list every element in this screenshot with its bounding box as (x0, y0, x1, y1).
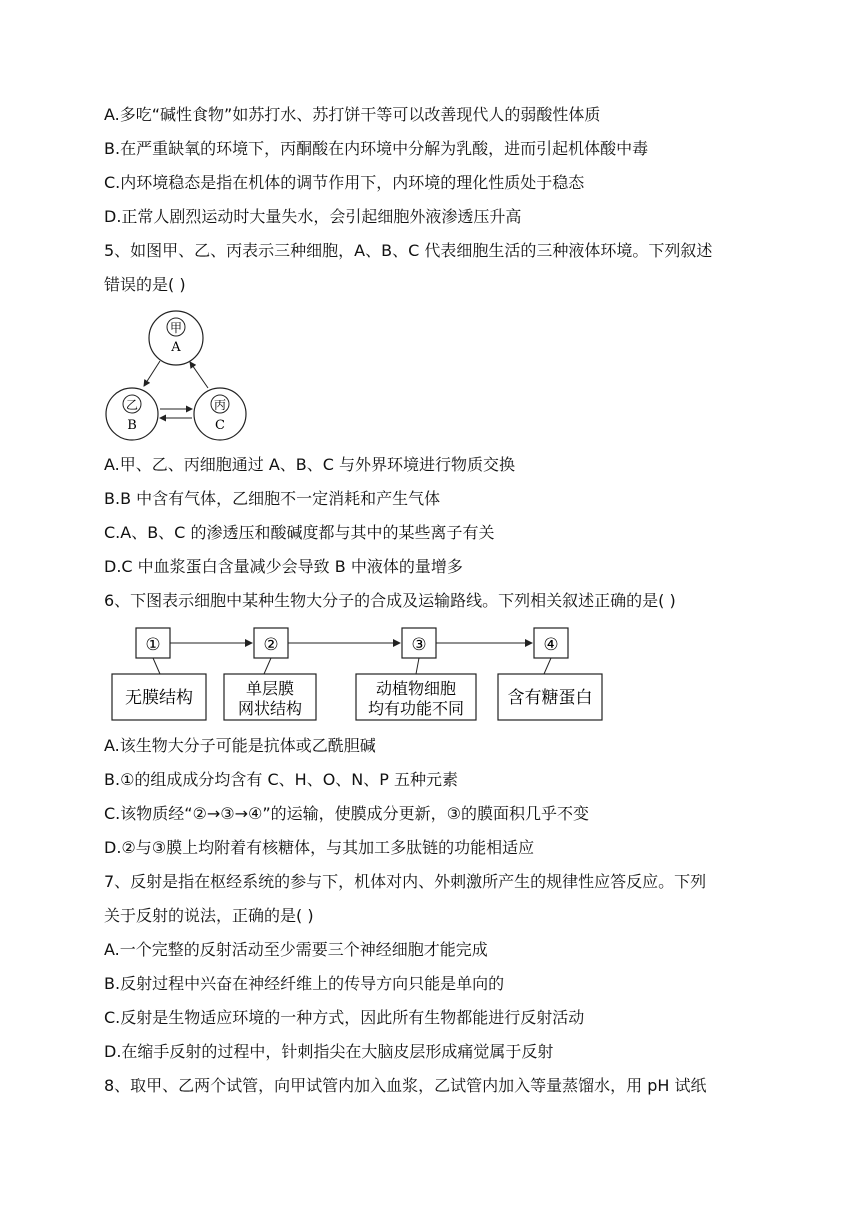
desc-1-line1: 无膜结构 (125, 688, 193, 708)
desc-2 (224, 674, 316, 720)
q4-option-c: C.内环境稳态是指在机体的调节作用下，内环境的理化性质处于稳态 (104, 173, 585, 192)
q7-option-b: B.反射过程中兴奋在神经纤维上的传导方向只能是单向的 (104, 974, 505, 993)
q5-stem-line1: 5、如图甲、乙、丙表示三种细胞，A、B、C 代表细胞生活的三种液体环境。下列叙述 (104, 241, 713, 260)
arrow-c-to-a (190, 362, 208, 388)
desc-4 (498, 674, 602, 720)
node-4-label: ④ (543, 635, 559, 655)
desc-2-line2: 网状结构 (237, 699, 303, 718)
q5-option-a: A.甲、乙、丙细胞通过 A、B、C 与外界环境进行物质交换 (104, 455, 516, 474)
node-1 (136, 628, 170, 658)
node-3-label: ③ (411, 635, 427, 655)
q5-option-c: C.A、B、C 的渗透压和酸碱度都与其中的某些离子有关 (104, 523, 495, 542)
cell-a-label: A (171, 340, 181, 355)
node-2 (254, 628, 288, 658)
q7-stem-line1: 7、反射是指在枢经系统的参与下，机体对内、外刺激所产生的规律性应答反应。下列 (104, 872, 707, 891)
q6-flow-diagram (104, 624, 614, 724)
connector-2 (264, 658, 271, 674)
arrow-a-to-b (144, 361, 160, 386)
q6-option-b: B.①的组成成分均含有 C、H、O、N、P 五种元素 (104, 770, 458, 789)
cell-b-label: B (127, 418, 137, 433)
q8-stem-line1: 8、取甲、乙两个试管，向甲试管内加入血浆，乙试管内加入等量蒸馏水，用 pH 试纸 (104, 1076, 707, 1095)
desc-2-line1: 单层膜 (245, 679, 295, 698)
q4-option-d: D.正常人剧烈运动时大量失水，会引起细胞外液渗透压升高 (104, 207, 522, 226)
connector-4 (544, 658, 551, 674)
node-3 (402, 628, 436, 658)
q7-stem-line2: 关于反射的说法，正确的是( ) (104, 906, 314, 925)
cell-c-inner: 丙 (213, 398, 227, 412)
node-1-label: ① (145, 635, 161, 655)
q5-option-d: D.C 中血浆蛋白含量减少会导致 B 中液体的量增多 (104, 557, 463, 576)
desc-1 (112, 674, 206, 720)
q6-option-a: A.该生物大分子可能是抗体或乙酰胆碱 (104, 736, 376, 755)
node-2-label: ② (263, 635, 279, 655)
q5-option-b: B.B 中含有气体，乙细胞不一定消耗和产生气体 (104, 489, 441, 508)
desc-4-line1: 含有糖蛋白 (507, 688, 593, 708)
q4-option-a: A.多吃“碱性食物”如苏打水、苏打饼干等可以改善现代人的弱酸性体质 (104, 105, 601, 124)
cell-a-inner: 甲 (169, 321, 183, 335)
cell-b-inner: 乙 (125, 398, 139, 412)
desc-3 (356, 674, 476, 720)
desc-3-line2: 均有功能不同 (367, 699, 465, 718)
q6-option-d: D.②与③膜上均附着有核糖体，与其加工多肽链的功能相适应 (104, 838, 535, 857)
desc-3-line1: 动植物细胞 (375, 679, 457, 698)
cell-b (106, 388, 158, 440)
cell-a (149, 311, 203, 365)
node-4 (534, 628, 568, 658)
q7-option-a: A.一个完整的反射活动至少需要三个神经细胞才能完成 (104, 940, 488, 959)
q7-option-c: C.反射是生物适应环境的一种方式，因此所有生物都能进行反射活动 (104, 1008, 585, 1027)
cell-c-label: C (215, 418, 225, 433)
q5-cell-diagram (100, 306, 260, 446)
connector-1 (153, 658, 160, 674)
q6-stem: 6、下图表示细胞中某种生物大分子的合成及运输路线。下列相关叙述正确的是( ) (104, 591, 676, 610)
connector-3 (416, 658, 419, 674)
q6-option-c: C.该物质经“②→③→④”的运输，使膜成分更新，③的膜面积几乎不变 (104, 804, 590, 823)
cell-c (194, 388, 246, 440)
q7-option-d: D.在缩手反射的过程中，针刺指尖在大脑皮层形成痛觉属于反射 (104, 1042, 554, 1061)
q5-stem-line2: 错误的是( ) (104, 275, 186, 294)
q4-option-b: B.在严重缺氧的环境下，丙酮酸在内环境中分解为乳酸，进而引起机体酸中毒 (104, 139, 649, 158)
